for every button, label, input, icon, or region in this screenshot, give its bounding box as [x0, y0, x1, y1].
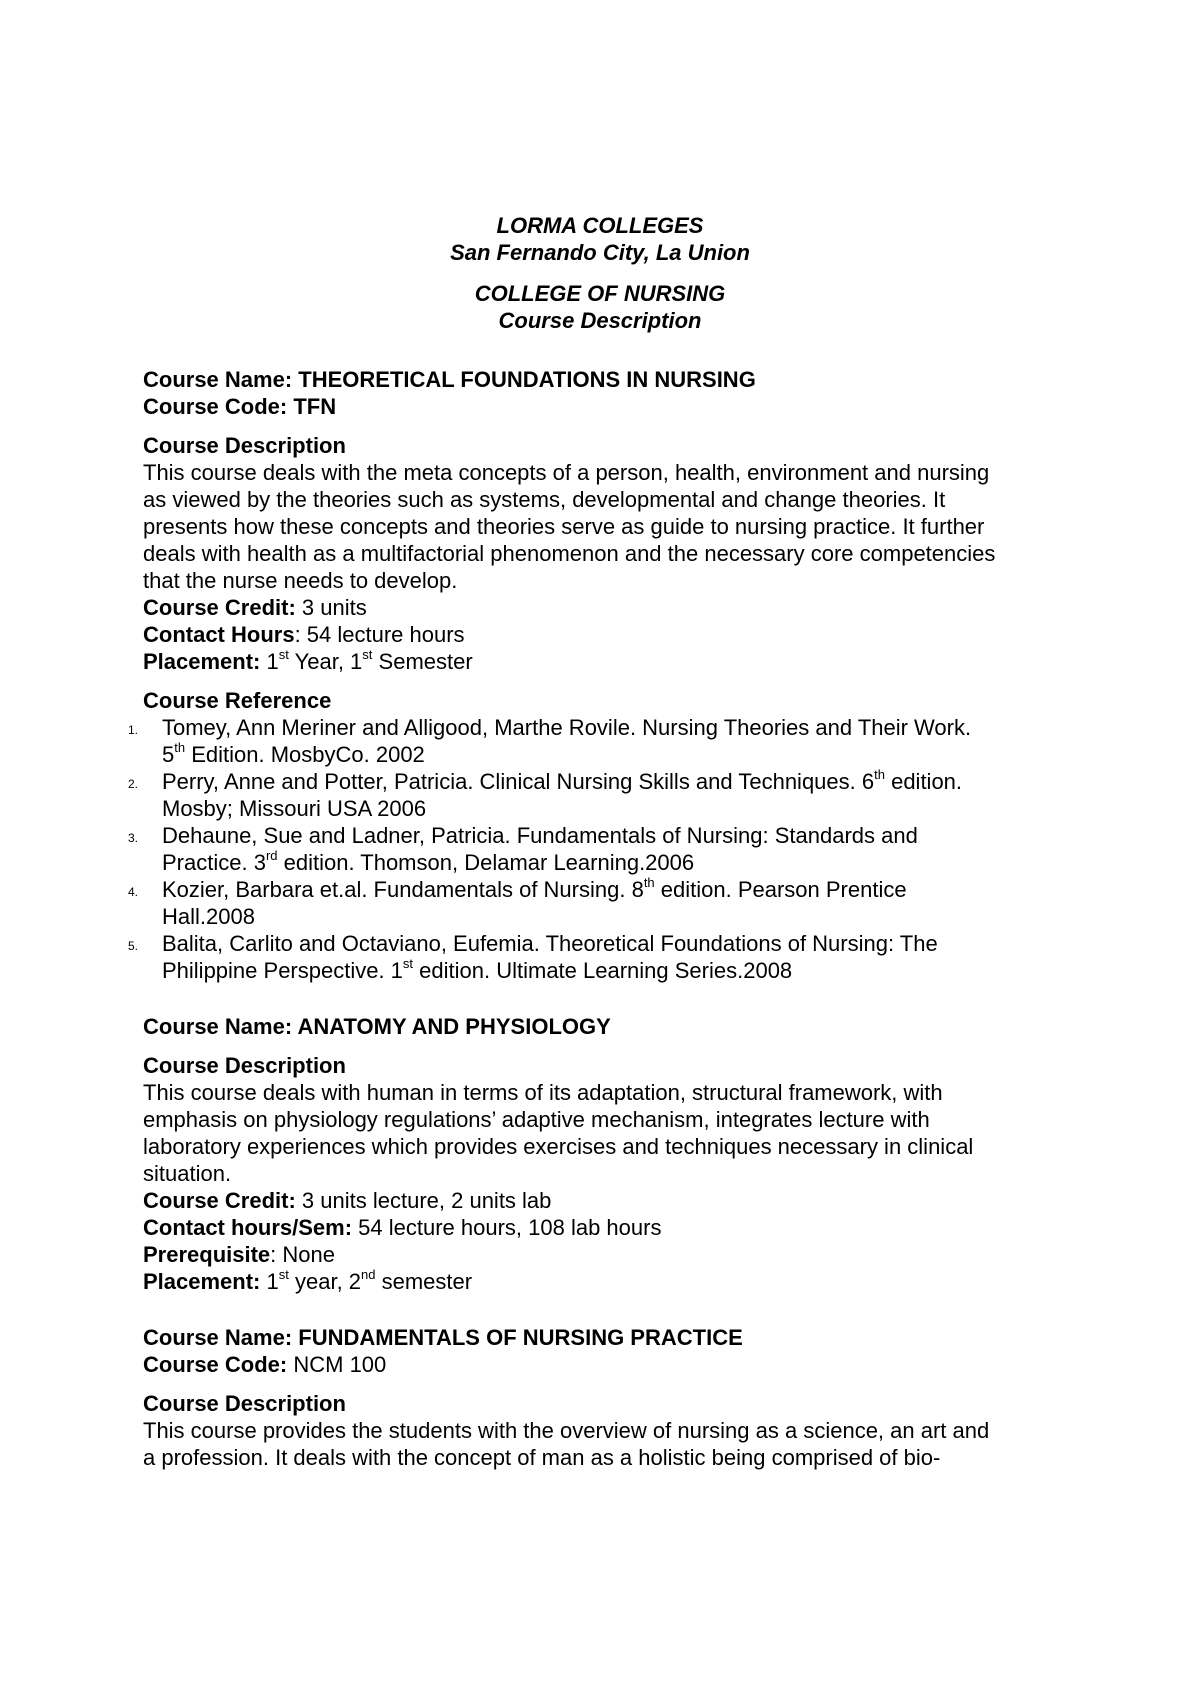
reference-item: 5. Balita, Carlito and Octaviano, Eufemia. Theoretical Foundations of Nursing: The Philippine Perspective. 1st edition. Ultimate Learning Series.2008: [128, 931, 938, 983]
reference-item: 1. Tomey, Ann Meriner and Alligood, Marthe Rovile. Nursing Theories and Their Work. 5th Edition. MosbyCo. 2002: [128, 715, 972, 767]
course-code: TFN: [293, 394, 337, 419]
college-name: COLLEGE OF NURSING: [474, 281, 726, 306]
reference-item: 4. Kozier, Barbara et.al. Fundamentals of Nursing. 8th edition. Pearson Prentice Hall.2008: [128, 874, 907, 929]
course-description-text: This course deals with the meta concepts of a person, health, environment and nursing as viewed by the theories such as systems, developmental and change theories. It presents how these concepts and theories serve as guide to nursing practice. It further deals with health as a multifactorial phenomenon and the necessary core competencies that the nurse needs to develop.: [143, 460, 996, 593]
course-credit-line: Course Credit: 3 units lecture, 2 units lab: [143, 1188, 552, 1213]
course-code-line: Course Code: TFN: [143, 394, 337, 419]
course-reference-heading: Course Reference: [143, 688, 332, 713]
course-description-heading: Course Description: [143, 1391, 346, 1416]
course-section-tfn: [128, 366, 1068, 984]
course-description-heading: Course Description: [143, 1053, 346, 1078]
course-name-line: Course Name: THEORETICAL FOUNDATIONS IN NURSING: [143, 367, 756, 392]
document-header: [0, 212, 1200, 334]
contact-hours-line: Contact hours/Sem: 54 lecture hours, 108 lab hours: [143, 1215, 662, 1240]
course-name: FUNDAMENTALS OF NURSING PRACTICE: [298, 1325, 743, 1350]
reference-item: 2. Perry, Anne and Potter, Patricia. Clinical Nursing Skills and Techniques. 6th edition. Mosby; Missouri USA 2006: [128, 766, 963, 821]
course-code: NCM 100: [293, 1352, 387, 1377]
reference-item: 3. Dehaune, Sue and Ladner, Patricia. Fundamentals of Nursing: Standards and Practice. 3rd edition. Thomson, Delamar Learning.2006: [128, 823, 918, 875]
document-body: [128, 366, 1068, 1471]
placement-line: Placement: 1st year, 2nd semester: [143, 1266, 473, 1294]
contact-hours-line: Contact Hours: 54 lecture hours: [143, 622, 465, 647]
course-section-anatomy: [143, 1013, 1068, 1295]
course-name-line: Course Name: FUNDAMENTALS OF NURSING PRACTICE: [143, 1325, 743, 1350]
institution-location: San Fernando City, La Union: [450, 240, 750, 265]
course-code-line: Course Code: NCM 100: [143, 1352, 387, 1377]
placement-line: Placement: 1st Year, 1st Semester: [143, 646, 473, 674]
course-name: ANATOMY AND PHYSIOLOGY: [297, 1014, 611, 1039]
reference-list: [128, 714, 1068, 984]
prerequisite-line: Prerequisite: None: [143, 1242, 335, 1267]
course-credit-line: Course Credit: 3 units: [143, 595, 367, 620]
course-name: THEORETICAL FOUNDATIONS IN NURSING: [298, 367, 756, 392]
course-description-text: This course provides the students with the overview of nursing as a science, an art and a profession. It deals with the concept of man as a holistic being comprised of bio-: [143, 1418, 990, 1470]
course-description-text: This course deals with human in terms of its adaptation, structural framework, with emphasis on physiology regulations’ adaptive mechanism, integrates lecture with laboratory experiences which provides exercises and techniques necessary in clinical situation.: [143, 1080, 974, 1186]
institution-name: LORMA COLLEGES: [496, 213, 704, 238]
document-title: Course Description: [498, 308, 702, 333]
course-name-line: Course Name: ANATOMY AND PHYSIOLOGY: [143, 1014, 611, 1039]
course-description-heading: Course Description: [143, 433, 346, 458]
course-section-fundamentals: [143, 1324, 1068, 1471]
